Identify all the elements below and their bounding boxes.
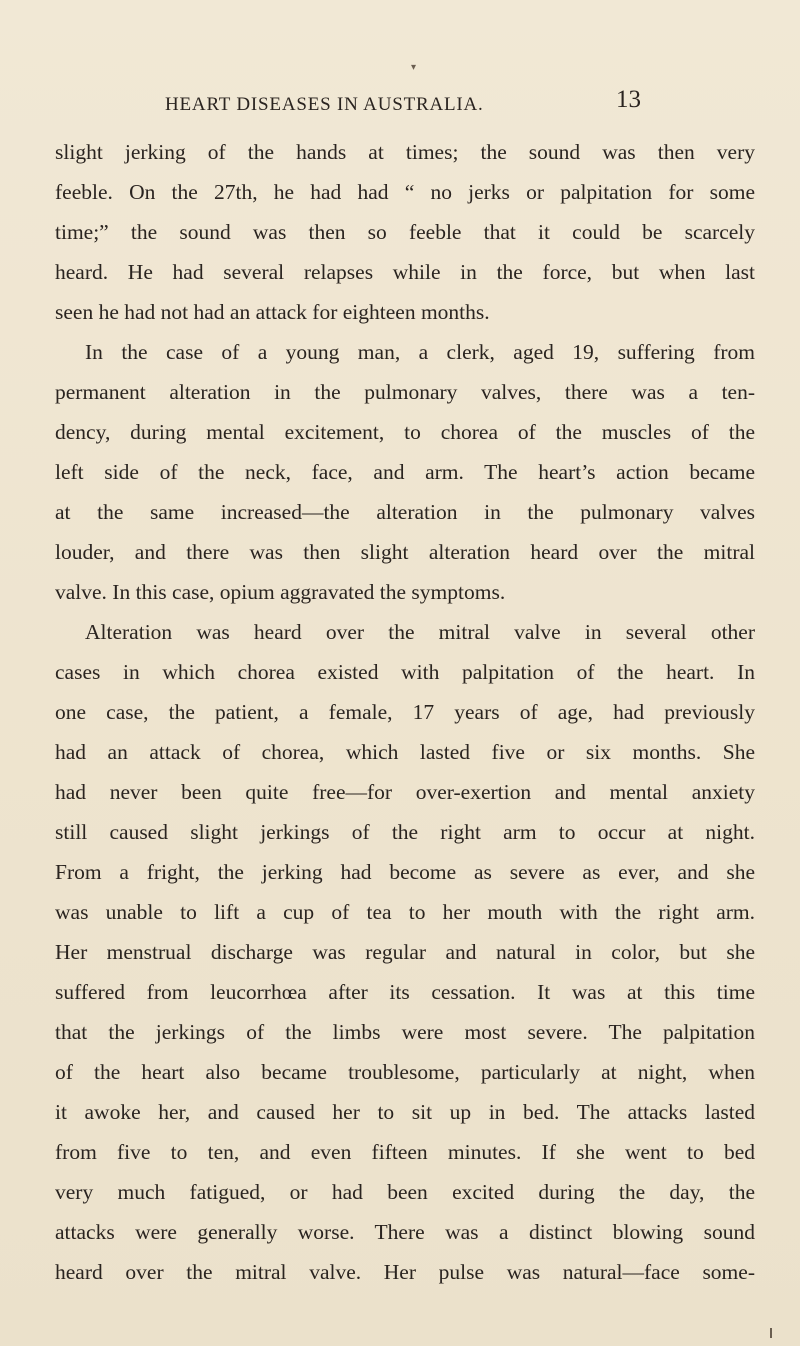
text-line: feeble. On the 27th, he had had “ no jerks or palpitation for some (55, 180, 755, 204)
text-line: heard. He had several relapses while in the force, but when last (55, 260, 755, 284)
text-line: at the same increased—the alteration in the pulmonary valves (55, 500, 755, 524)
running-head (165, 86, 665, 126)
text-line: from five to ten, and even fifteen minutes. If she went to bed (55, 1140, 755, 1164)
text-line: From a fright, the jerking had become as severe as ever, and she (55, 860, 755, 884)
text-line: time;” the sound was then so feeble that it could be scarcely (55, 220, 755, 244)
text-line: attacks were generally worse. There was a distinct blowing sound (55, 1220, 755, 1244)
text-line: one case, the patient, a female, 17 years of age, had previously (55, 700, 755, 724)
running-title: HEART DISEASES IN AUSTRALIA. (165, 94, 484, 115)
text-line: cases in which chorea existed with palpitation of the heart. In (55, 660, 755, 684)
body-text (55, 132, 755, 1292)
text-line: permanent alteration in the pulmonary valves, there was a ten- (55, 380, 755, 404)
paragraph-start-line: Alteration was heard over the mitral valve in several other (85, 620, 755, 644)
text-line: Her menstrual discharge was regular and natural in color, but she (55, 940, 755, 964)
text-line: of the heart also became troublesome, particularly at night, when (55, 1060, 755, 1084)
text-line: heard over the mitral valve. Her pulse was natural—face some- (55, 1260, 755, 1284)
text-line: was unable to lift a cup of tea to her mouth with the right arm. (55, 900, 755, 924)
printer-mark-icon (770, 1328, 772, 1338)
text-line: louder, and there was then slight alteration heard over the mitral (55, 540, 755, 564)
text-line: left side of the neck, face, and arm. The heart’s action became (55, 460, 755, 484)
text-line: very much fatigued, or had been excited during the day, the (55, 1180, 755, 1204)
text-line: had an attack of chorea, which lasted five or six months. She (55, 740, 755, 764)
text-line: dency, during mental excitement, to chorea of the muscles of the (55, 420, 755, 444)
page-number: 13 (616, 86, 641, 113)
text-line: slight jerking of the hands at times; the sound was then very (55, 140, 755, 164)
text-line: had never been quite free—for over-exertion and mental anxiety (55, 780, 755, 804)
text-line: seen he had not had an attack for eighteen months. (55, 300, 490, 324)
text-line: valve. In this case, opium aggravated the symptoms. (55, 580, 506, 604)
text-line: suffered from leucorrhœa after its cessation. It was at this time (55, 980, 755, 1004)
text-line: still caused slight jerkings of the right arm to occur at night. (55, 820, 755, 844)
text-line: it awoke her, and caused her to sit up in bed. The attacks lasted (55, 1100, 755, 1124)
printer-mark-icon: ▾ (411, 62, 417, 73)
paragraph-start-line: In the case of a young man, a clerk, aged 19, suffering from (85, 340, 755, 364)
text-line: that the jerkings of the limbs were most severe. The palpitation (55, 1020, 755, 1044)
